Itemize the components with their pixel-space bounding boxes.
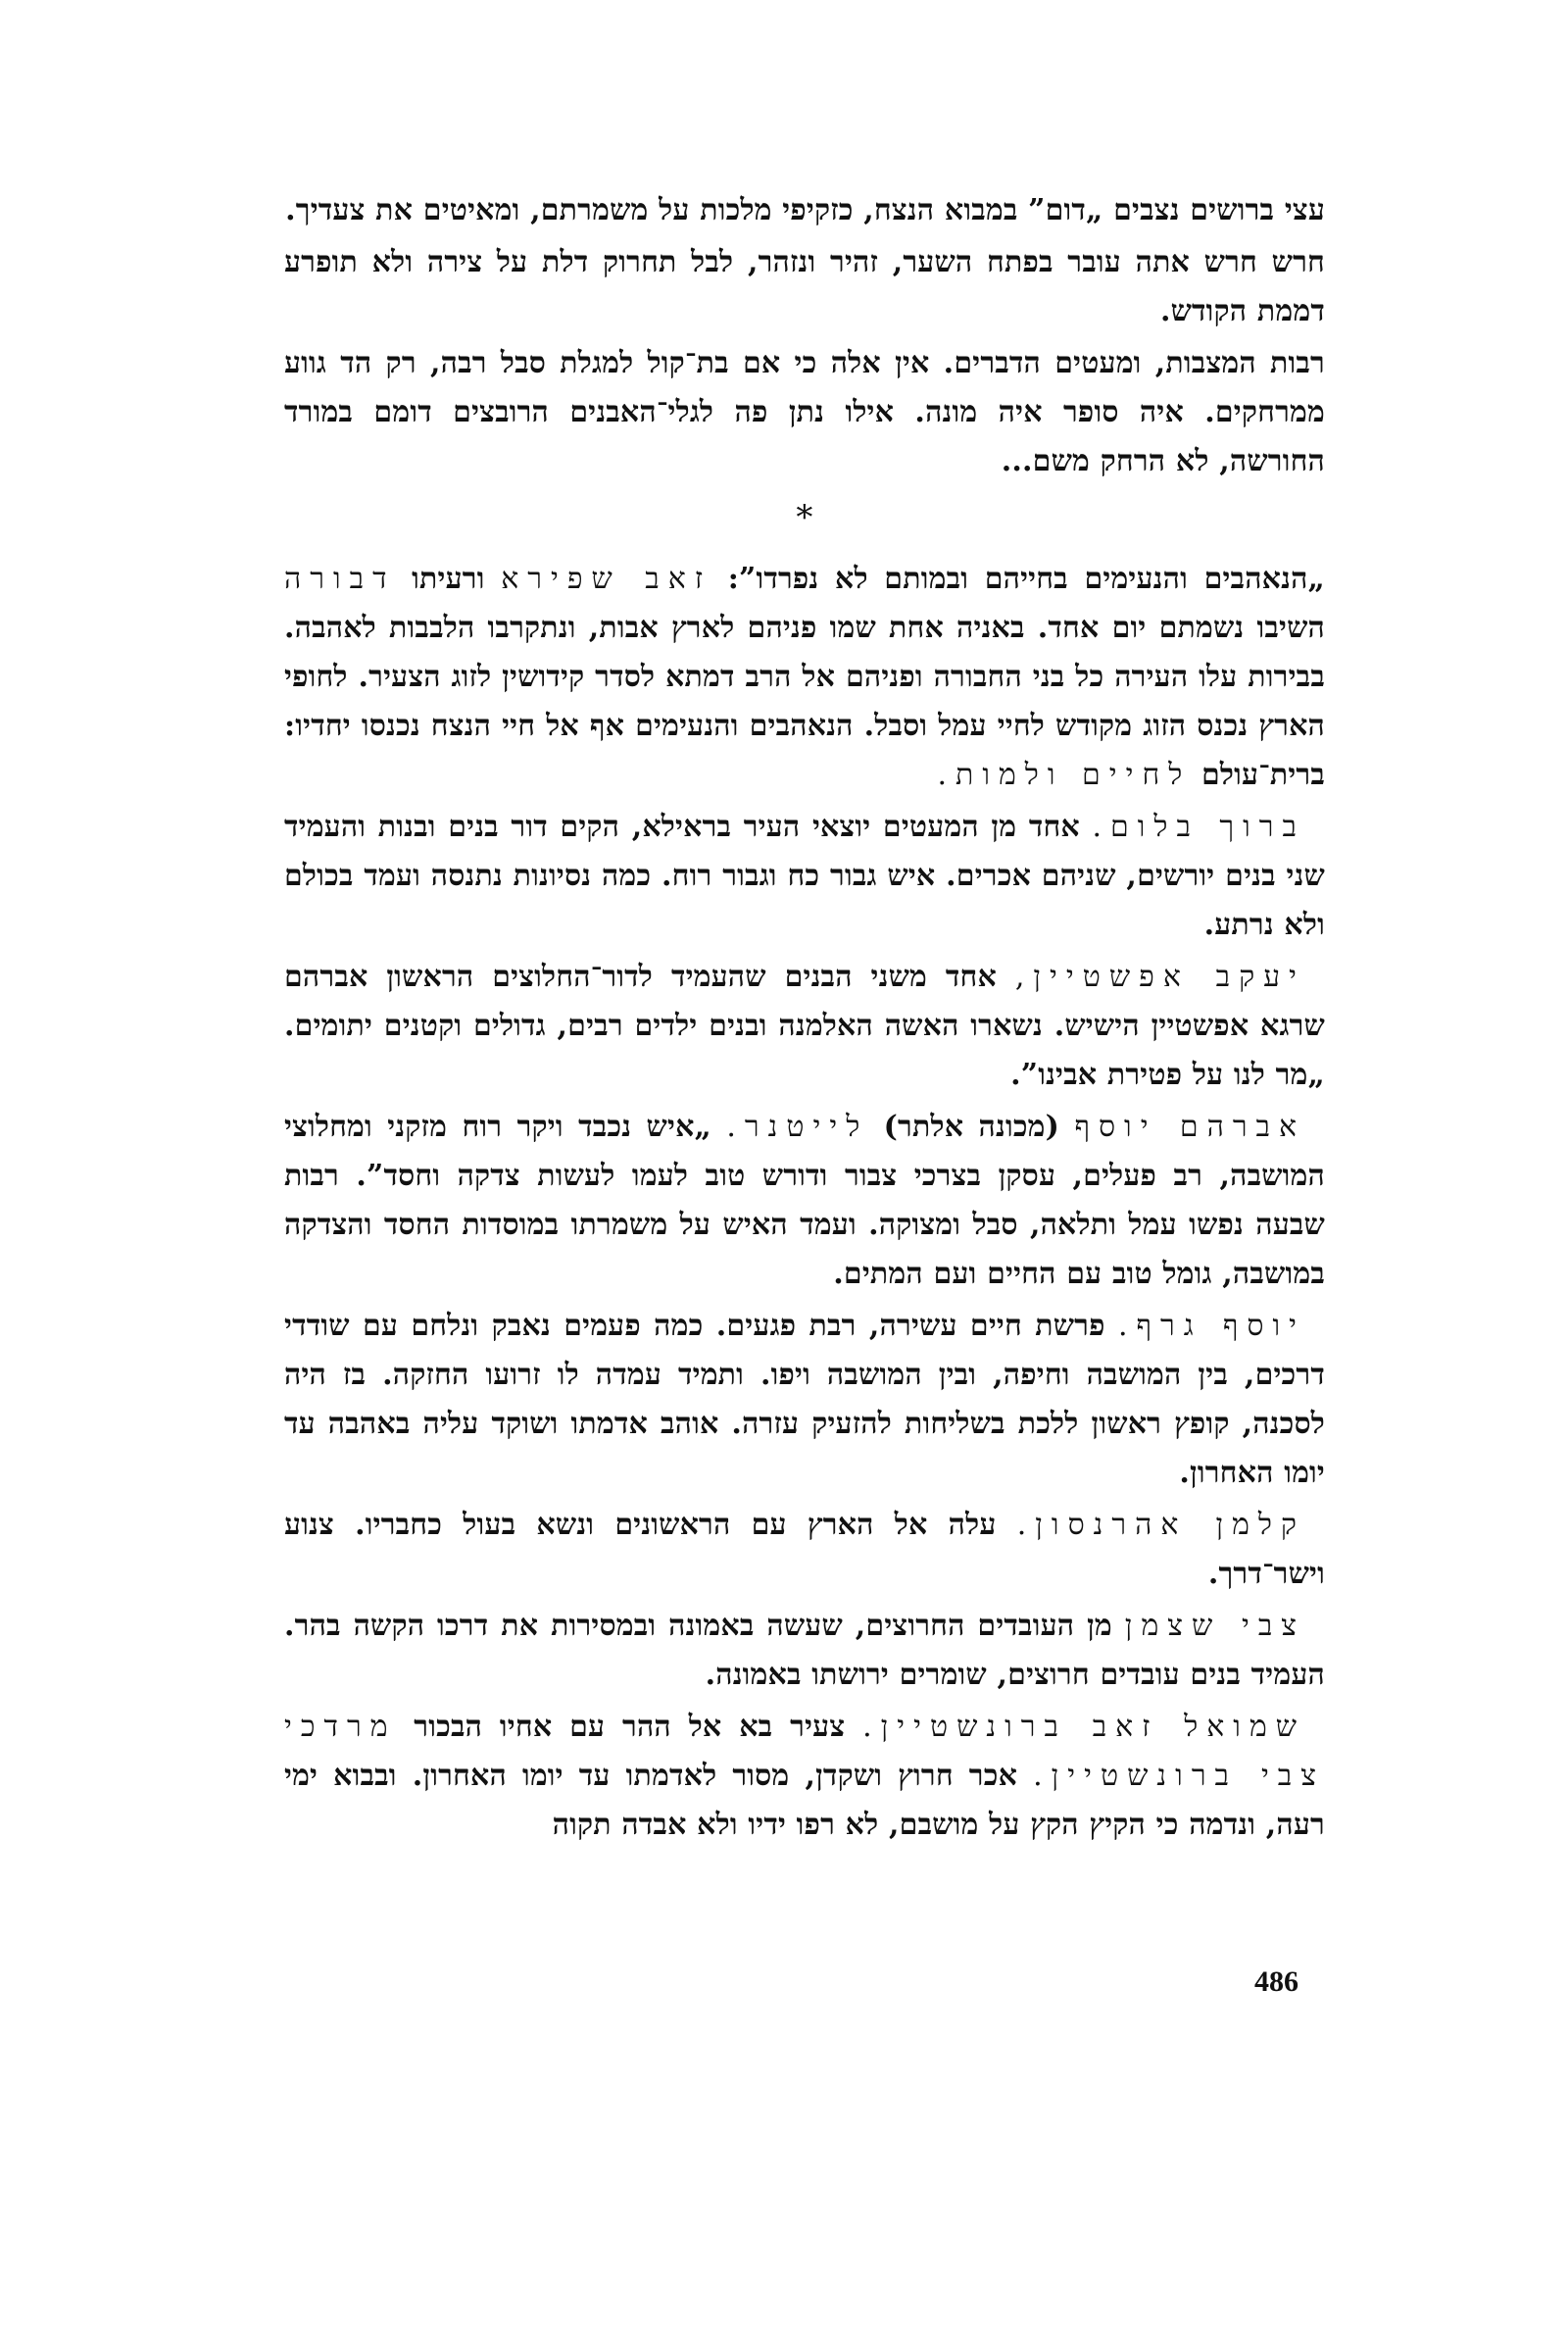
memorial-entry — [284, 803, 1325, 950]
entry-text: השיבו נשמתם יום אחד. באניה אחת שמו פניהם לארץ אבות, ונתקרבו הלבבות לאהבה. בבירות עלו העירה כל בני החבורה ופניהם אל הרב דמתא לסדר קידושין לזוג הצעיר. לחופי הארץ נכנס הזוג מקודש לחיי עמל וסבל. הנאהבים והנעימים אף אל חיי הנצח נכנסו יחדיו: ברית־עולם — [284, 611, 1325, 792]
emphasized-phrase: לחיים ולמות. — [937, 758, 1192, 792]
main-text-column — [284, 186, 1325, 1853]
entry-text: אחד משני הבנים שהעמיד לדור־החלוצים הראשון אברהם שרגא אפשטיין הישיש. נשארו האשה האלמנה ובנים ילדים רבים, גדולים וקטנים יתומים. „מר לנו על פטירת אבינו”. — [284, 960, 1325, 1092]
person-name: ברוך בלום. — [1092, 810, 1305, 844]
entry-text: צעיר בא אל ההר עם אחיו הבכור — [396, 1710, 863, 1744]
memorial-entry — [284, 1103, 1325, 1299]
person-name: דבורה — [284, 562, 396, 596]
person-name: אברהם יוסף — [1074, 1110, 1306, 1144]
memorial-entry — [284, 1703, 1325, 1850]
page-number: 486 — [1254, 1965, 1298, 1998]
person-name: זאב שפירא — [501, 562, 712, 596]
entry-text: ורעיתו — [395, 562, 502, 596]
person-name: יוסף גרף. — [1117, 1309, 1305, 1343]
entry-text: מן העובדים החרוצים, שעשה באמונה ובמסירות את דרכו הקשה בהר. העמיד בנים עובדים חרוצים, שומרים ירושתו באמונה. — [284, 1609, 1325, 1692]
section-separator: * — [796, 498, 813, 537]
entry-text: „איש נכבד ויקר רוח מזקני ומחלוצי המושבה, רב פעלים, עסקן בצרכי צבור ודורש טוב לעמו לעשות צדקה וחסד”. רבות שבעה נפשו עמל ותלאה, סבל ומצוקה. ועמד האיש על משמרתו במוסדות החסד והצדקה במושבה, גומל טוב עם החיים ועם המתים. — [284, 1110, 1325, 1291]
entry-text: אחד מן המעטים יוצאי העיר בראילא, הקים דור בנים ובנות והעמיד שני בנים יורשים, שניהם אכרים. איש גבור כח וגבור רוח. כמה נסיונות נתנסה ועמד בכולם ולא נרתע. — [284, 810, 1325, 942]
intro-paragraph: חרש חרש אתה עובר בפתח השער, זהיר ונזהר, לבל תחרוק דלת על צירה ולא תופרע דממת הקודש. — [284, 245, 1325, 328]
person-name: שמואל זאב ברונשטיין. — [862, 1710, 1305, 1744]
memorial-entry — [284, 953, 1325, 1100]
memorial-entry — [284, 1501, 1325, 1599]
person-name: קלמן אהרנסון. — [1016, 1508, 1305, 1542]
memorial-entry — [284, 1602, 1325, 1700]
entry-text: עלה אל הארץ עם הראשונים ונשא בעול כחבריו. צנוע וישר־דרך. — [284, 1508, 1325, 1591]
entry-text: „הנאהבים והנעימים בחייהם ובמותם לא נפרדו”: — [711, 562, 1325, 596]
person-name: יעקב אפשטיין, — [1014, 960, 1306, 994]
entry-text: פרשת חיים עשירה, רבת פגעים. כמה פעמים נאבק ונלחם עם שודדי דרכים, בין המושבה וחיפה, ובין המושבה ויפו. ותמיד עמדה לו זרועו החזקה. בז היה לסכנה, קופץ ראשון ללכת בשליחות להזעיק עזרה. אוהב אדמתו ושוקד עליה באהבה עד יומו האחרון. — [284, 1309, 1325, 1490]
memorial-entry — [284, 555, 1325, 800]
intro-paragraph: עצי ברושים נצבים „דום” במבוא הנצח, כזקיפי מלכות על משמרתם, ומאיטים את צעדיך. — [285, 193, 1325, 227]
person-name: מרדכי צבי ברונשטיין. — [284, 1710, 1325, 1793]
intro-paragraph: רבות המצבות, ומעטים הדברים. אין אלה כי אם בת־קול למגלת סבל רבה, רק הד גווע ממרחקים. איה סופר איה מונה. אילו נתן פה לגלי־האבנים הרובצים דומם במורד החורשה, לא הרחק משם... — [284, 346, 1325, 478]
memorial-entry — [284, 1302, 1325, 1498]
person-name: לייטנר. — [726, 1110, 869, 1144]
person-name: צבי שצמן — [1124, 1609, 1305, 1643]
entry-text: אכר חרוץ ושקדן, מסור לאדמתו עד יומו האחרון. ובבוא ימי רעה, ונדמה כי הקיץ הקץ על מושבם, לא רפו ידיו ולא אבדה תקוה — [284, 1759, 1325, 1842]
entry-text: (מכונה אלתר) — [868, 1110, 1075, 1144]
